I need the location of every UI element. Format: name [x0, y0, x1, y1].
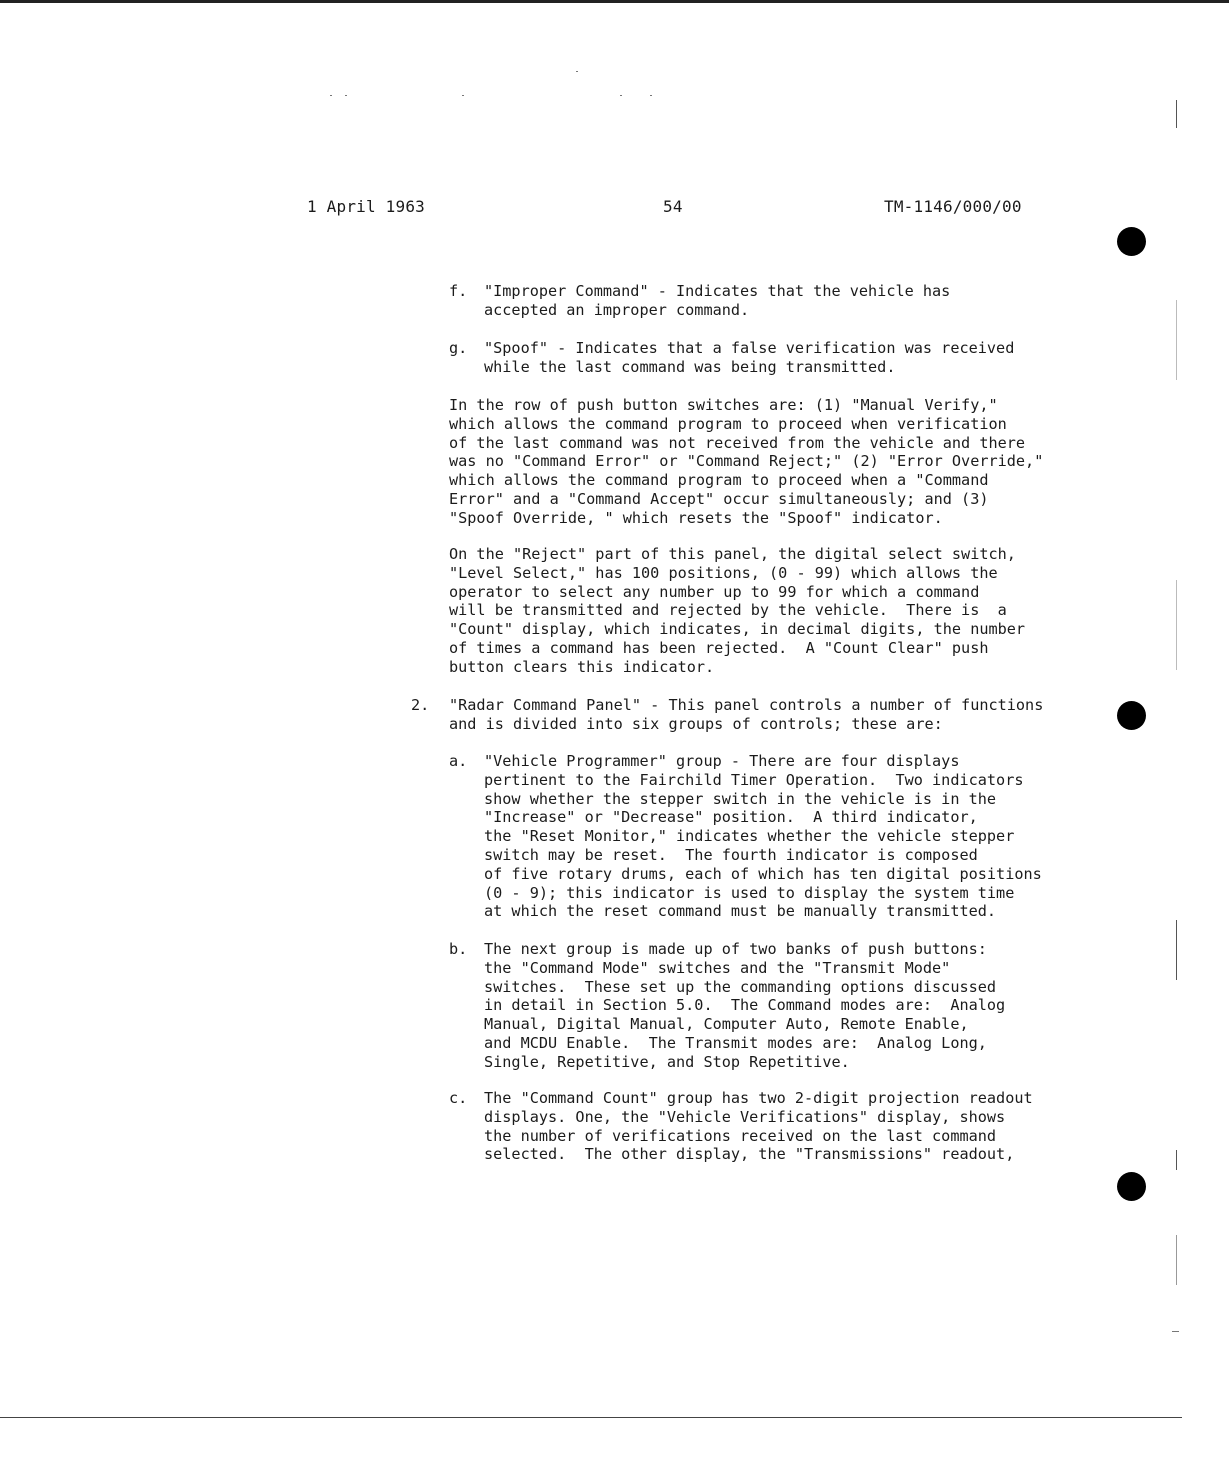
scan-speck	[576, 71, 578, 72]
punch-hole	[1117, 701, 1146, 730]
scan-speck	[345, 95, 347, 96]
list-item-text: "Vehicle Programmer" group - There are four displays pertinent to the Fairchild Timer Operation. Two indicators show whether the stepper switch in the vehicle is in the "Increase" or "Decrease" position. A third indicator, the "Reset Monitor," indicates whether the vehicle stepper switch may be reset. The fourth indicator is composed of five rotary drums, each of which has ten digital positions (0 - 9); this indicator is used to display the system time at which the reset command must be manually transmitted.	[484, 752, 1042, 921]
section-text: "Radar Command Panel" - This panel controls a number of functions and is divided into six groups of controls; these are:	[449, 696, 1044, 733]
scan-speck	[330, 95, 332, 96]
punch-hole	[1117, 227, 1146, 256]
list-marker: g.	[449, 339, 468, 357]
list-item-text: "Improper Command" - Indicates that the vehicle has accepted an improper command.	[484, 282, 951, 319]
scan-edge-mark	[1176, 100, 1177, 128]
scan-edge-mark	[1176, 920, 1177, 980]
list-item-text: The "Command Count" group has two 2-digit projection readout displays. One, the "Vehicle Verifications" display, shows the number of verifications received on the last command selected. The other display, the "Transmissions" readout,	[484, 1089, 1033, 1164]
list-marker: f.	[449, 282, 468, 300]
paragraph: In the row of push button switches are: (1) "Manual Verify," which allows the command program to proceed when verification of the last command was not received from the vehicle and there was no "Command Error" or "Command Reject;" (2) "Error Override," which allows the command program to proceed when a "Command Error" and a "Command Accept" occur simultaneously; and (3) "Spoof Override, " which resets the "Spoof" indicator.	[449, 396, 1044, 527]
scan-speck	[650, 95, 652, 96]
scan-speck	[1172, 1331, 1179, 1332]
header-date: 1 April 1963	[307, 197, 425, 216]
scan-edge-mark	[1176, 1150, 1177, 1170]
list-marker: a.	[449, 752, 468, 770]
list-item-text: "Spoof" - Indicates that a false verification was received while the last command was being transmitted.	[484, 339, 1015, 376]
page-number: 54	[663, 197, 683, 216]
document-id: TM-1146/000/00	[884, 197, 1022, 216]
top-scan-border	[0, 0, 1229, 3]
scan-edge-mark	[1176, 580, 1177, 670]
scan-edge-mark	[1176, 1235, 1177, 1285]
section-marker: 2.	[411, 696, 430, 714]
bottom-scan-border	[0, 1417, 1182, 1418]
list-marker: c.	[449, 1089, 468, 1107]
punch-hole	[1117, 1172, 1146, 1201]
scan-speck	[462, 95, 464, 96]
paragraph: On the "Reject" part of this panel, the digital select switch, "Level Select," has 100 positions, (0 - 99) which allows the operator to select any number up to 99 for which a command will be transmitted and rejected by the vehicle. There is a "Count" display, which indicates, in decimal digits, the number of times a command has been rejected. A "Count Clear" push button clears this indicator.	[449, 545, 1026, 676]
scan-edge-mark	[1176, 300, 1177, 380]
scan-speck	[620, 95, 622, 96]
list-item-text: The next group is made up of two banks of push buttons: the "Command Mode" switches and the "Transmit Mode" switches. These set up the commanding options discussed in detail in Section 5.0. The Command modes are: Analog Manual, Digital Manual, Computer Auto, Remote Enable, and MCDU Enable. The Transmit modes are: Analog Long, Single, Repetitive, and Stop Repetitive.	[484, 940, 1006, 1071]
list-marker: b.	[449, 940, 468, 958]
